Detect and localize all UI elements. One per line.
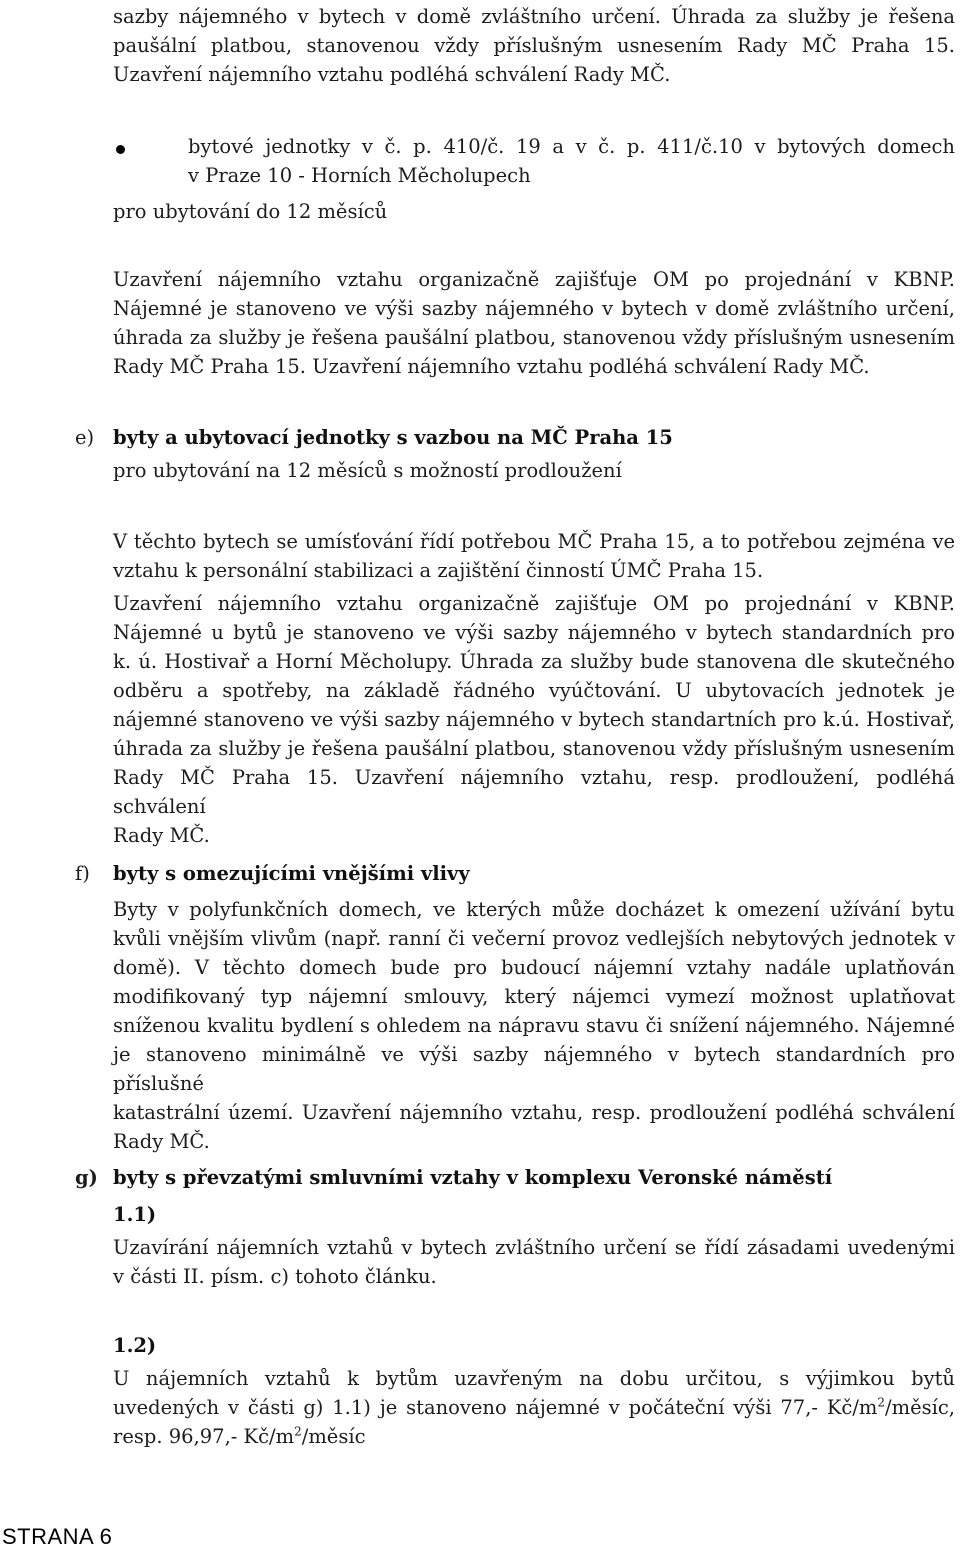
subsection-1-2-number: 1.2) [113, 1334, 157, 1357]
text-line: je stanoveno minimálně ve výši sazby nájemného v bytech standardních pro příslušné [113, 1043, 955, 1095]
text-line: úhrada za služby je řešena paušální platbou, stanovenou vždy příslušným usnesením [113, 737, 955, 760]
text-line: vztahu k personální stabilizaci a zajištění činností ÚMČ Praha 15. [113, 559, 764, 582]
text-line: Uzavření nájemního vztahu organizačně zajišťuje OM po projednání v KBNP. [113, 592, 955, 615]
text-line: Uzavření nájemního vztahu podléhá schválení Rady MČ. [113, 63, 671, 86]
bullet-subtitle: pro ubytování do 12 měsíců [113, 200, 388, 223]
section-e-heading: byty a ubytovací jednotky s vazbou na MČ Praha 15 [113, 426, 673, 449]
text-line: modifikovaný typ nájemní smlouvy, který nájemci vymezí možnost uplatňovat [113, 985, 955, 1008]
section-f-heading: byty s omezujícími vnějšími vlivy [113, 862, 470, 885]
section-e-paragraph-1 [113, 527, 955, 585]
section-f-marker: f) [75, 862, 90, 885]
text-line: domě). V těchto domech bude pro budoucí nájemní vztahy nadále uplatňován [113, 956, 955, 979]
text-line: Rady MČ. [113, 824, 210, 847]
section-f-paragraph [113, 895, 955, 1156]
text-line: Nájemné u bytů je stanoveno ve výši sazby nájemného v bytech standardních pro [113, 621, 955, 644]
text-line: Nájemné je stanoveno ve výši sazby nájemného v bytech v domě zvláštního určení, [113, 297, 955, 320]
text-line: Uzavření nájemního vztahu organizačně zajišťuje OM po projednání v KBNP. [113, 268, 955, 291]
text-line: Byty v polyfunkčních domech, ve kterých může docházet k omezení užívání bytu [113, 898, 955, 921]
section-e-subtitle: pro ubytování na 12 měsíců s možností prodloužení [113, 459, 622, 482]
subsection-1-1-number: 1.1) [113, 1203, 157, 1226]
text-line [113, 1422, 955, 1451]
text-fragment: /měsíc [301, 1425, 366, 1448]
text-line: Rady MČ. [113, 1130, 210, 1153]
subsection-1-1-paragraph [113, 1233, 955, 1291]
bullet-item [188, 132, 955, 190]
text-line: katastrální území. Uzavření nájemního vztahu, resp. prodloužení podléhá schválení [113, 1101, 955, 1124]
text-line: v části II. písm. c) tohoto článku. [113, 1265, 437, 1288]
bullet-icon [116, 145, 125, 154]
text-line: U nájemních vztahů k bytům uzavřeným na dobu určitou, s výjimkou bytů [113, 1367, 955, 1390]
text-line: paušální platbou, stanovenou vždy příslušným usnesením Rady MČ Praha 15. [113, 34, 955, 57]
text-line: Rady MČ Praha 15. Uzavření nájemního vztahu podléhá schválení Rady MČ. [113, 355, 870, 378]
text-fragment: /měsíc, [885, 1396, 955, 1419]
text-line: v Praze 10 - Horních Měcholupech [188, 164, 531, 187]
text-line: sazby nájemného v bytech v domě zvláštního určení. Úhrada za služby je řešena [113, 5, 955, 28]
subsection-1-2-paragraph [113, 1364, 955, 1451]
text-line [113, 1393, 955, 1422]
text-line: V těchto bytech se umísťování řídí potřebou MČ Praha 15, a to potřebou zejména ve [113, 530, 955, 553]
text-fragment: resp. 96,97,- Kč/m [113, 1425, 295, 1448]
text-line: sníženou kvalitu bydlení s ohledem na nápravu stavu či snížení nájemného. Nájemné [113, 1014, 955, 1037]
text-line: Rady MČ Praha 15. Uzavření nájemního vztahu, resp. prodloužení, podléhá schválení [113, 766, 955, 818]
intro-paragraph [113, 2, 955, 89]
section-e-marker: e) [75, 426, 95, 449]
text-line: k. ú. Hostivař a Horní Měcholupy. Úhrada za služby bude stanovena dle skutečného [113, 650, 955, 673]
superscript: 2 [294, 1424, 302, 1439]
page-number-footer: STRANA 6 [2, 1524, 113, 1549]
text-line: kvůli vnějším vlivům (např. ranní či večerní provoz vedlejších nebytových jednotek v [113, 927, 955, 950]
superscript: 2 [877, 1395, 886, 1410]
section-g-heading: byty s převzatými smluvními vztahy v komplexu Veronské náměstí [113, 1166, 833, 1189]
section-e-paragraph-2 [113, 589, 955, 850]
text-line: odběru a spotřeby, na základě řádného vyúčtování. U ubytovacích jednotek je [113, 679, 955, 702]
text-line: nájemné stanoveno ve výši sazby nájemného v bytech standartních pro k.ú. Hostivař, [113, 708, 955, 731]
text-line: bytové jednotky v č. p. 410/č. 19 a v č. p. 411/č.10 v bytových domech [188, 135, 955, 158]
bullet-paragraph [113, 265, 955, 381]
text-line: úhrada za služby je řešena paušální platbou, stanovenou vždy příslušným usnesením [113, 326, 955, 349]
text-fragment: uvedených v části g) 1.1) je stanoveno nájemné v počáteční výši 77,- Kč/m [113, 1396, 878, 1419]
section-g-marker: g) [75, 1166, 98, 1189]
text-line: Uzavírání nájemních vztahů v bytech zvláštního určení se řídí zásadami uvedenými [113, 1236, 955, 1259]
